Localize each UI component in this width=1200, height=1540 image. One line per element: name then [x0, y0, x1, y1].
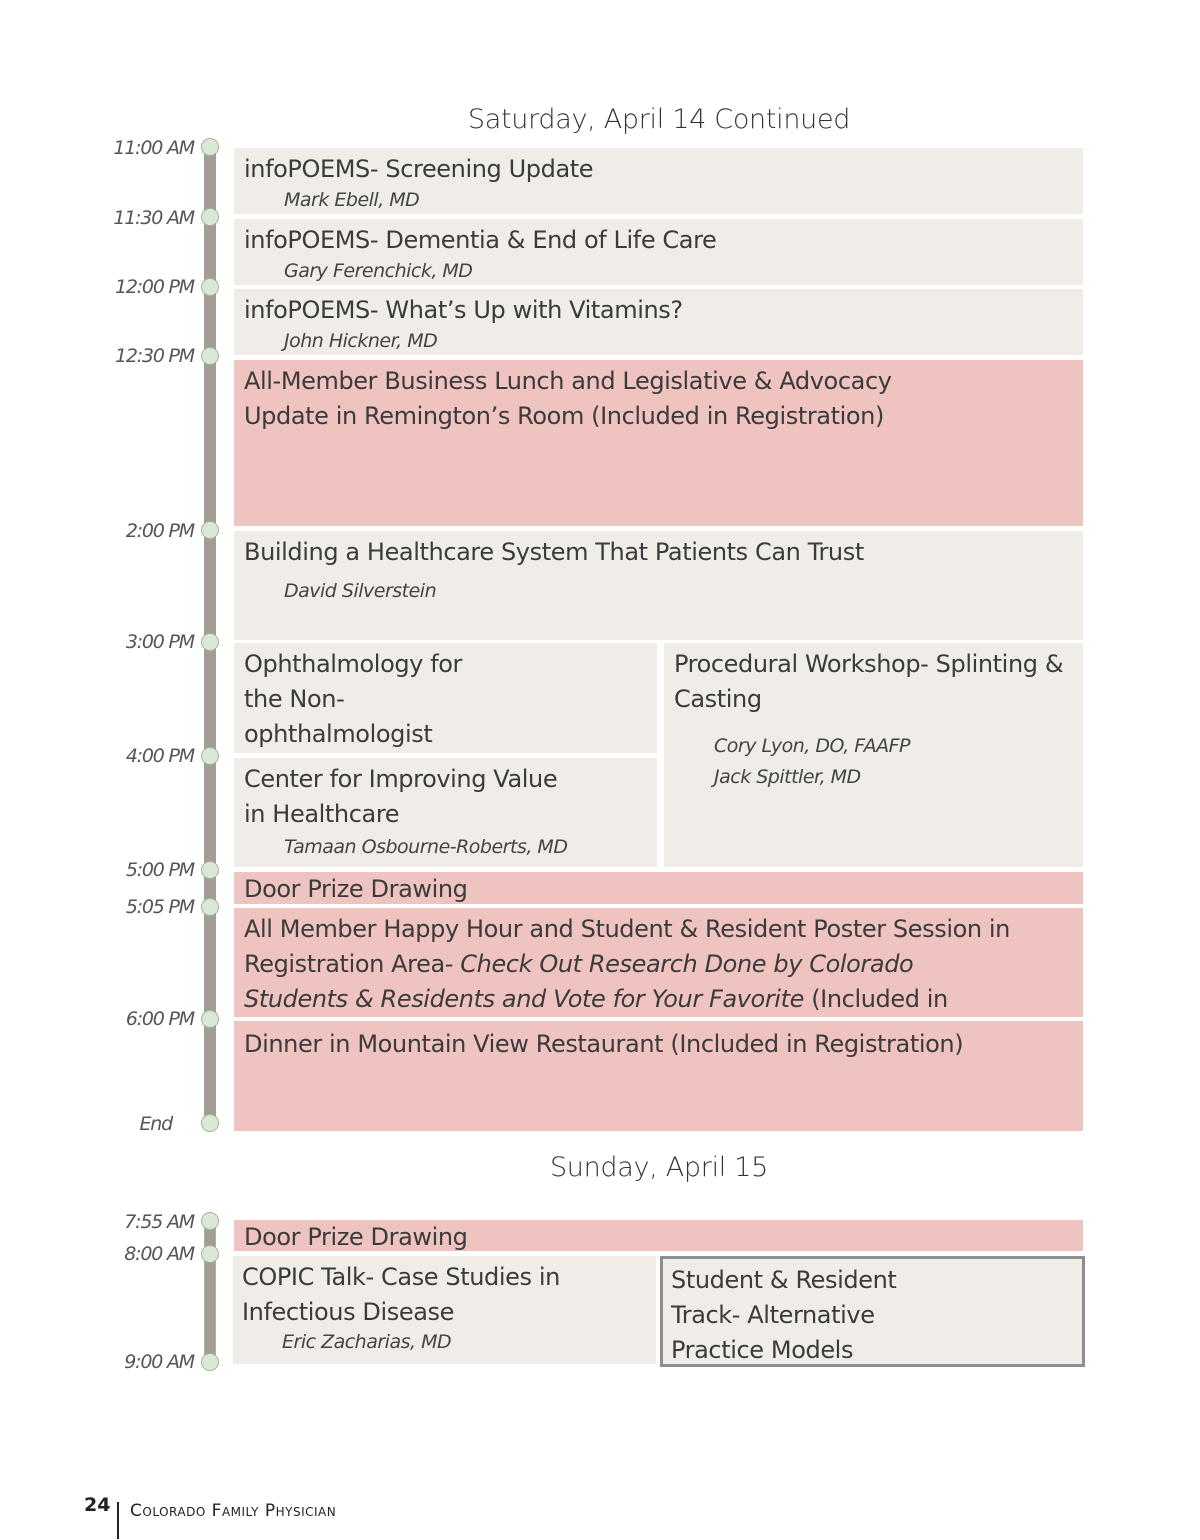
timeline-dot [201, 633, 219, 651]
sunday-heading: Sunday, April 15 [549, 1152, 769, 1183]
timeline-dot [201, 347, 219, 365]
session-block [233, 1256, 656, 1364]
session-title: Door Prize Drawing [244, 1223, 468, 1251]
timeline-dot [201, 208, 219, 226]
time-label: 12:00 PM [114, 276, 194, 298]
student-track-block [660, 1256, 1085, 1367]
time-label: 11:00 AM [113, 137, 194, 159]
door-prize-block [234, 872, 1083, 904]
timeline-dot [201, 747, 219, 765]
happy-hour-block [234, 908, 1083, 1017]
timeline-dot [201, 521, 219, 539]
timeline-dot [201, 1245, 219, 1263]
time-label: 6:00 PM [125, 1008, 194, 1030]
session-block [664, 643, 1083, 867]
session-block [234, 219, 1083, 285]
session-block [234, 758, 657, 867]
session-title-italic: Check Out Research Done by Colorado Students & Residents and Vote for Your Favorite [244, 950, 914, 1013]
time-label: 12:30 PM [114, 345, 194, 367]
session-title-text: (Included in [811, 985, 948, 1013]
publication-name: Colorado Family Physician [130, 1501, 337, 1521]
time-label: 4:00 PM [125, 745, 194, 767]
session-title: Building a Healthcare System That Patients Can Trust [244, 538, 864, 566]
timeline-dot [201, 1114, 219, 1132]
session-speaker: Gary Ferenchick, MD [284, 260, 473, 282]
session-speaker: David Silverstein [284, 580, 437, 602]
session-title: Dinner in Mountain View Restaurant (Included in Registration) [244, 1030, 964, 1058]
session-speaker: Cory Lyon, DO, FAAFP [714, 735, 910, 757]
time-label: 2:00 PM [125, 520, 194, 542]
session-speaker [244, 752, 647, 753]
session-title-text: All Member Happy Hour and Student & Resident Poster Session in Registration Area- [244, 915, 1010, 978]
session-title: infoPOEMS- What’s Up with Vitamins? [244, 296, 683, 324]
time-label: 9:00 AM [124, 1351, 194, 1373]
time-label: 11:30 AM [113, 207, 194, 229]
session-title: Door Prize Drawing [244, 875, 468, 903]
time-label: 8:00 AM [124, 1243, 194, 1265]
timeline-dot [201, 1353, 219, 1371]
session-block [234, 148, 1083, 214]
session-title: infoPOEMS- Screening Update [244, 155, 594, 183]
session-title: infoPOEMS- Dementia & End of Life Care [244, 226, 717, 254]
session-speaker: Tamaan Osbourne-Roberts, MD [284, 836, 568, 858]
time-label-end: End [139, 1113, 172, 1135]
sunday-timeline-rail [204, 1222, 216, 1362]
timeline-dot [201, 898, 219, 916]
session-speaker: Eric Zacharias, MD [282, 1331, 452, 1353]
session-title: All-Member Business Lunch and Legislative & Advocacy Update in Remington’s Room (Included in Registration) [244, 367, 892, 430]
session-title: Student & Resident Track- Alternative Practice Models [671, 1266, 897, 1364]
session-title: Center for Improving Value in Healthcare [244, 765, 558, 828]
session-block [234, 643, 657, 753]
time-label: 5:05 PM [125, 896, 194, 918]
footer-divider [117, 1502, 119, 1539]
session-title: COPIC Talk- Case Studies in Infectious Disease [242, 1263, 560, 1326]
lunch-session-block [234, 360, 1083, 526]
door-prize-block [234, 1220, 1083, 1251]
time-label: 5:00 PM [125, 859, 194, 881]
session-title: Ophthalmology for the Non-ophthalmologist [244, 650, 463, 748]
session-title: Procedural Workshop- Splinting & Casting [674, 650, 1064, 713]
session-speaker: John Hickner, MD [284, 330, 438, 352]
dinner-block [234, 1021, 1083, 1131]
session-block [234, 531, 1083, 640]
session-speaker: Mark Ebell, MD [284, 189, 420, 211]
session-block [234, 289, 1083, 355]
timeline-dot [201, 278, 219, 296]
timeline-dot [201, 1010, 219, 1028]
time-label: 7:55 AM [124, 1211, 194, 1233]
timeline-dot [201, 1212, 219, 1230]
session-title [244, 912, 1023, 1017]
saturday-heading: Saturday, April 14 Continued [467, 104, 851, 135]
timeline-dot [201, 861, 219, 879]
timeline-dot [201, 138, 219, 156]
time-label: 3:00 PM [125, 631, 194, 653]
session-speaker: Jack Spittler, MD [714, 766, 861, 788]
page-number: 24 [84, 1494, 111, 1516]
